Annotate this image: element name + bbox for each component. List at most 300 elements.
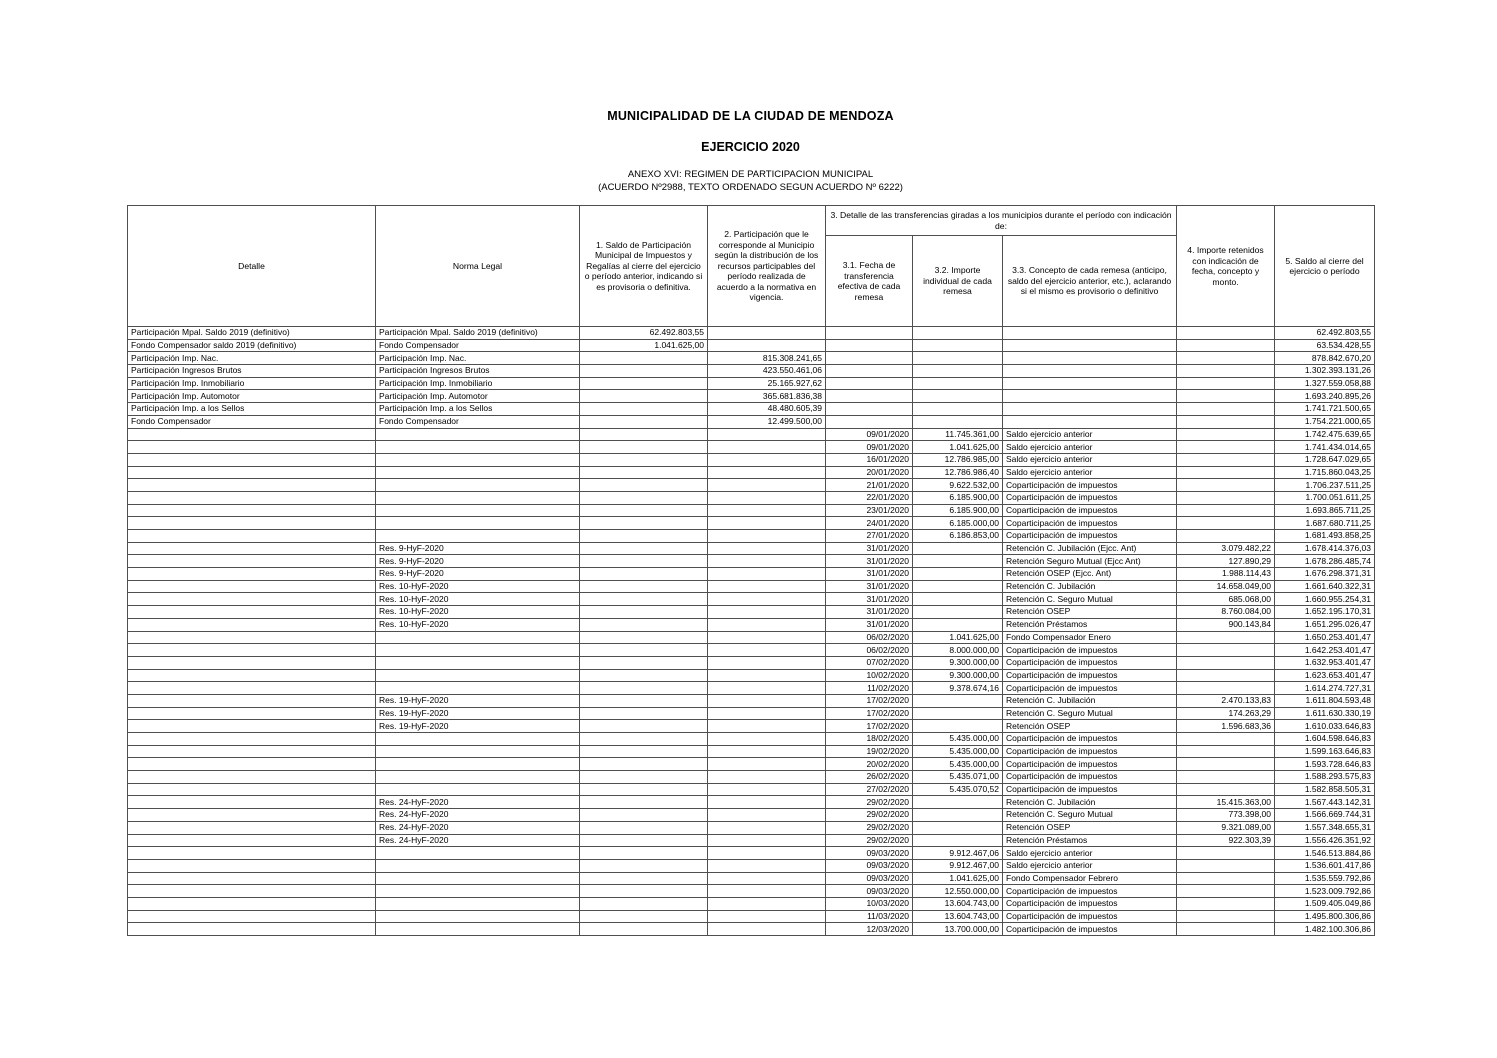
cell-concepto-remesa: Coparticipación de impuestos: [1003, 656, 1177, 669]
cell-norma-legal: [376, 923, 580, 936]
cell-importe-remesa: 1.041.625,00: [913, 872, 1003, 885]
cell-detalle: [128, 542, 376, 555]
cell-saldo-cierre: 1.610.033.646,83: [1275, 720, 1375, 733]
cell-norma-legal: [376, 733, 580, 746]
table-row: [128, 644, 1375, 657]
cell-concepto-remesa: Retención Préstamos: [1003, 834, 1177, 847]
cell-concepto-remesa: Coparticipación de impuestos: [1003, 910, 1177, 923]
cell-fecha-remesa: [826, 390, 913, 403]
cell-saldo-cierre: 1.593.728.646,83: [1275, 758, 1375, 771]
cell-norma-legal: [376, 859, 580, 872]
table-row: [128, 834, 1375, 847]
cell-participacion: 12.499.500,00: [708, 415, 826, 428]
cell-norma-legal: [376, 453, 580, 466]
cell-saldo-anterior: [580, 377, 708, 390]
cell-saldo-anterior: [580, 517, 708, 530]
cell-detalle: [128, 694, 376, 707]
table-row: [128, 428, 1375, 441]
table-row: [128, 809, 1375, 822]
cell-fecha-remesa: 16/01/2020: [826, 453, 913, 466]
cell-importe-remesa: [913, 377, 1003, 390]
table-row: [128, 466, 1375, 479]
cell-norma-legal: Res. 24-HyF-2020: [376, 834, 580, 847]
cell-importe-retenido: 685.068,00: [1177, 593, 1275, 606]
cell-participacion: [708, 847, 826, 860]
cell-fecha-remesa: 19/02/2020: [826, 745, 913, 758]
cell-saldo-anterior: [580, 733, 708, 746]
cell-importe-remesa: 5.435.000,00: [913, 733, 1003, 746]
cell-concepto-remesa: [1003, 352, 1177, 365]
cell-saldo-anterior: [580, 885, 708, 898]
cell-saldo-cierre: 1.676.298.371,31: [1275, 568, 1375, 581]
table-row: [128, 847, 1375, 860]
cell-concepto-remesa: Coparticipación de impuestos: [1003, 669, 1177, 682]
cell-norma-legal: Res. 19-HyF-2020: [376, 720, 580, 733]
document-header: [127, 109, 1374, 194]
cell-saldo-anterior: [580, 428, 708, 441]
cell-concepto-remesa: Retención C. Jubilación (Ejcc. Ant): [1003, 542, 1177, 555]
table-row: [128, 656, 1375, 669]
cell-detalle: Fondo Compensador: [128, 415, 376, 428]
cell-saldo-anterior: [580, 390, 708, 403]
cell-participacion: [708, 618, 826, 631]
cell-saldo-anterior: [580, 352, 708, 365]
cell-fecha-remesa: 27/02/2020: [826, 783, 913, 796]
cell-norma-legal: Res. 10-HyF-2020: [376, 593, 580, 606]
cell-importe-remesa: [913, 339, 1003, 352]
cell-saldo-anterior: [580, 441, 708, 454]
cell-norma-legal: [376, 517, 580, 530]
cell-norma-legal: Res. 19-HyF-2020: [376, 707, 580, 720]
cell-fecha-remesa: 24/01/2020: [826, 517, 913, 530]
cell-concepto-remesa: Coparticipación de impuestos: [1003, 644, 1177, 657]
header-importe-remesa: 3.2. Importe individual de cada remesa: [913, 236, 1003, 327]
cell-importe-retenido: [1177, 390, 1275, 403]
cell-concepto-remesa: Retención Seguro Mutual (Ejcc Ant): [1003, 555, 1177, 568]
cell-saldo-cierre: 1.678.286.485,74: [1275, 555, 1375, 568]
cell-importe-remesa: [913, 834, 1003, 847]
cell-saldo-anterior: [580, 568, 708, 581]
header-saldo-cierre: 5. Saldo al cierre del ejercicio o período: [1275, 206, 1375, 327]
cell-fecha-remesa: 21/01/2020: [826, 479, 913, 492]
cell-fecha-remesa: 09/03/2020: [826, 859, 913, 872]
table-row: [128, 390, 1375, 403]
cell-saldo-anterior: [580, 783, 708, 796]
cell-detalle: [128, 491, 376, 504]
cell-saldo-cierre: 1.567.443.142,31: [1275, 796, 1375, 809]
cell-participacion: [708, 733, 826, 746]
cell-participacion: [708, 479, 826, 492]
cell-saldo-cierre: 1.706.237.511,25: [1275, 479, 1375, 492]
cell-norma-legal: [376, 758, 580, 771]
annex-heading: [127, 169, 1374, 194]
cell-importe-remesa: [913, 403, 1003, 416]
table-row: [128, 352, 1375, 365]
cell-saldo-cierre: 1.536.601.417,86: [1275, 859, 1375, 872]
cell-saldo-anterior: [580, 834, 708, 847]
cell-importe-retenido: [1177, 428, 1275, 441]
cell-participacion: [708, 669, 826, 682]
cell-norma-legal: Res. 10-HyF-2020: [376, 580, 580, 593]
cell-concepto-remesa: Retención OSEP (Ejcc. Ant): [1003, 568, 1177, 581]
cell-participacion: [708, 885, 826, 898]
cell-fecha-remesa: [826, 352, 913, 365]
cell-participacion: [708, 555, 826, 568]
cell-importe-remesa: [913, 580, 1003, 593]
cell-detalle: Participación Mpal. Saldo 2019 (definitivo): [128, 327, 376, 340]
cell-importe-remesa: [913, 365, 1003, 378]
header-fecha-remesa: 3.1. Fecha de transferencia efectiva de cada remesa: [826, 236, 913, 327]
cell-concepto-remesa: Coparticipación de impuestos: [1003, 682, 1177, 695]
cell-importe-remesa: 9.378.674,16: [913, 682, 1003, 695]
cell-saldo-cierre: 1.741.434.014,65: [1275, 441, 1375, 454]
cell-detalle: [128, 530, 376, 543]
cell-importe-retenido: [1177, 758, 1275, 771]
cell-saldo-anterior: [580, 644, 708, 657]
cell-concepto-remesa: Retención C. Seguro Mutual: [1003, 593, 1177, 606]
table-row: [128, 897, 1375, 910]
header-saldo-anterior: 1. Saldo de Participación Municipal de Impuestos y Regalías al cierre del ejercicio o período anterior, indicando si es provisoria o definitiva.: [580, 206, 708, 327]
cell-saldo-cierre: 1.546.513.884,86: [1275, 847, 1375, 860]
cell-detalle: [128, 479, 376, 492]
cell-norma-legal: [376, 885, 580, 898]
cell-saldo-cierre: 1.604.598.646,83: [1275, 733, 1375, 746]
cell-fecha-remesa: 20/01/2020: [826, 466, 913, 479]
cell-saldo-cierre: 1.611.804.593,48: [1275, 694, 1375, 707]
cell-detalle: [128, 796, 376, 809]
cell-importe-retenido: [1177, 441, 1275, 454]
cell-saldo-anterior: [580, 682, 708, 695]
cell-detalle: [128, 910, 376, 923]
cell-importe-remesa: 9.300.000,00: [913, 656, 1003, 669]
table-row: [128, 593, 1375, 606]
cell-norma-legal: [376, 897, 580, 910]
cell-importe-remesa: [913, 821, 1003, 834]
cell-saldo-cierre: 1.582.858.505,31: [1275, 783, 1375, 796]
cell-saldo-anterior: [580, 707, 708, 720]
cell-norma-legal: [376, 491, 580, 504]
cell-concepto-remesa: Retención C. Jubilación: [1003, 580, 1177, 593]
cell-saldo-anterior: [580, 542, 708, 555]
cell-participacion: [708, 758, 826, 771]
cell-fecha-remesa: 29/02/2020: [826, 809, 913, 822]
cell-participacion: [708, 466, 826, 479]
cell-saldo-cierre: 1.728.647.029,65: [1275, 453, 1375, 466]
header-participacion: 2. Participación que le corresponde al Municipio según la distribución de los recursos participables del período realizada de acuerdo a la normativa en vigencia.: [708, 206, 826, 327]
cell-norma-legal: [376, 504, 580, 517]
cell-importe-retenido: [1177, 783, 1275, 796]
table-row: [128, 517, 1375, 530]
cell-participacion: [708, 606, 826, 619]
cell-saldo-cierre: 1.566.669.744,31: [1275, 809, 1375, 822]
cell-concepto-remesa: Saldo ejercicio anterior: [1003, 847, 1177, 860]
cell-fecha-remesa: 09/01/2020: [826, 428, 913, 441]
cell-importe-retenido: 2.470.133,83: [1177, 694, 1275, 707]
cell-importe-remesa: 5.435.070,52: [913, 783, 1003, 796]
cell-saldo-anterior: 1.041.625,00: [580, 339, 708, 352]
cell-importe-retenido: [1177, 403, 1275, 416]
cell-detalle: [128, 859, 376, 872]
cell-concepto-remesa: Coparticipación de impuestos: [1003, 517, 1177, 530]
cell-fecha-remesa: 29/02/2020: [826, 796, 913, 809]
cell-saldo-cierre: 1.557.348.655,31: [1275, 821, 1375, 834]
table-row: [128, 923, 1375, 936]
cell-fecha-remesa: 27/01/2020: [826, 530, 913, 543]
cell-norma-legal: [376, 656, 580, 669]
cell-fecha-remesa: [826, 403, 913, 416]
cell-importe-remesa: [913, 568, 1003, 581]
cell-saldo-cierre: 1.687.680.711,25: [1275, 517, 1375, 530]
cell-importe-retenido: [1177, 517, 1275, 530]
cell-saldo-cierre: 1.611.630.330,19: [1275, 707, 1375, 720]
cell-importe-remesa: [913, 606, 1003, 619]
table-row: [128, 327, 1375, 340]
table-row: [128, 542, 1375, 555]
cell-importe-remesa: [913, 415, 1003, 428]
cell-norma-legal: Participación Imp. Nac.: [376, 352, 580, 365]
cell-saldo-anterior: [580, 923, 708, 936]
cell-participacion: [708, 910, 826, 923]
cell-importe-remesa: [913, 542, 1003, 555]
cell-participacion: [708, 771, 826, 784]
cell-detalle: [128, 847, 376, 860]
cell-importe-retenido: 1.596.683,36: [1177, 720, 1275, 733]
cell-participacion: [708, 694, 826, 707]
cell-detalle: [128, 885, 376, 898]
cell-norma-legal: Participación Ingresos Brutos: [376, 365, 580, 378]
cell-concepto-remesa: [1003, 339, 1177, 352]
cell-concepto-remesa: [1003, 365, 1177, 378]
table-row: [128, 580, 1375, 593]
cell-participacion: [708, 428, 826, 441]
cell-concepto-remesa: Coparticipación de impuestos: [1003, 771, 1177, 784]
header-detalle: Detalle: [128, 206, 376, 327]
cell-importe-remesa: 6.186.853,00: [913, 530, 1003, 543]
cell-norma-legal: Fondo Compensador: [376, 415, 580, 428]
cell-concepto-remesa: Retención OSEP: [1003, 821, 1177, 834]
cell-fecha-remesa: 22/01/2020: [826, 491, 913, 504]
cell-saldo-cierre: 1.741.721.500,65: [1275, 403, 1375, 416]
cell-importe-retenido: 900.143,84: [1177, 618, 1275, 631]
cell-importe-remesa: 6.185.900,00: [913, 491, 1003, 504]
cell-detalle: [128, 656, 376, 669]
cell-importe-retenido: [1177, 644, 1275, 657]
header-transferencias-group: 3. Detalle de las transferencias giradas a los municipios durante el período con indicación de:: [826, 206, 1177, 236]
cell-detalle: [128, 441, 376, 454]
cell-concepto-remesa: Retención C. Jubilación: [1003, 796, 1177, 809]
cell-norma-legal: [376, 479, 580, 492]
cell-concepto-remesa: Coparticipación de impuestos: [1003, 504, 1177, 517]
cell-participacion: [708, 542, 826, 555]
cell-participacion: [708, 656, 826, 669]
table-row: [128, 403, 1375, 416]
cell-saldo-cierre: 1.642.253.401,47: [1275, 644, 1375, 657]
page-subtitle: EJERCICIO 2020: [701, 140, 800, 154]
table-row: [128, 631, 1375, 644]
cell-norma-legal: [376, 644, 580, 657]
table-row: [128, 758, 1375, 771]
cell-saldo-anterior: [580, 606, 708, 619]
cell-saldo-anterior: [580, 593, 708, 606]
cell-saldo-anterior: [580, 453, 708, 466]
cell-fecha-remesa: 23/01/2020: [826, 504, 913, 517]
cell-importe-retenido: [1177, 885, 1275, 898]
cell-importe-retenido: [1177, 745, 1275, 758]
cell-norma-legal: Participación Imp. a los Sellos: [376, 403, 580, 416]
cell-saldo-cierre: 1.588.293.575,83: [1275, 771, 1375, 784]
cell-importe-retenido: [1177, 771, 1275, 784]
cell-participacion: 365.681.836,38: [708, 390, 826, 403]
cell-participacion: [708, 453, 826, 466]
cell-detalle: [128, 504, 376, 517]
table-row: [128, 441, 1375, 454]
cell-detalle: [128, 733, 376, 746]
cell-concepto-remesa: Retención Préstamos: [1003, 618, 1177, 631]
cell-norma-legal: Fondo Compensador: [376, 339, 580, 352]
cell-importe-retenido: [1177, 453, 1275, 466]
cell-importe-retenido: [1177, 530, 1275, 543]
table-body: [128, 327, 1375, 936]
cell-fecha-remesa: 10/03/2020: [826, 897, 913, 910]
cell-fecha-remesa: 29/02/2020: [826, 834, 913, 847]
cell-saldo-anterior: [580, 555, 708, 568]
cell-concepto-remesa: Saldo ejercicio anterior: [1003, 466, 1177, 479]
table-row: [128, 479, 1375, 492]
cell-saldo-cierre: 1.652.195.170,31: [1275, 606, 1375, 619]
cell-participacion: [708, 593, 826, 606]
cell-importe-remesa: 1.041.625,00: [913, 441, 1003, 454]
cell-participacion: [708, 796, 826, 809]
cell-importe-remesa: [913, 555, 1003, 568]
cell-detalle: [128, 593, 376, 606]
cell-importe-retenido: [1177, 656, 1275, 669]
cell-fecha-remesa: 31/01/2020: [826, 555, 913, 568]
cell-detalle: [128, 720, 376, 733]
cell-saldo-anterior: [580, 872, 708, 885]
cell-detalle: [128, 834, 376, 847]
cell-importe-retenido: [1177, 339, 1275, 352]
cell-concepto-remesa: [1003, 403, 1177, 416]
cell-saldo-anterior: [580, 365, 708, 378]
cell-saldo-cierre: 1.742.475.639,65: [1275, 428, 1375, 441]
cell-concepto-remesa: Retención C. Seguro Mutual: [1003, 707, 1177, 720]
participation-table: [127, 205, 1375, 936]
cell-fecha-remesa: 17/02/2020: [826, 720, 913, 733]
cell-norma-legal: [376, 872, 580, 885]
cell-saldo-cierre: 1.614.274.727,31: [1275, 682, 1375, 695]
cell-detalle: [128, 568, 376, 581]
table-row: [128, 377, 1375, 390]
cell-participacion: [708, 682, 826, 695]
cell-saldo-anterior: [580, 694, 708, 707]
cell-importe-retenido: [1177, 479, 1275, 492]
header-norma-legal: Norma Legal: [376, 206, 580, 327]
cell-fecha-remesa: 17/02/2020: [826, 707, 913, 720]
cell-importe-retenido: [1177, 415, 1275, 428]
cell-importe-remesa: [913, 720, 1003, 733]
cell-saldo-anterior: [580, 897, 708, 910]
cell-norma-legal: Res. 9-HyF-2020: [376, 568, 580, 581]
table-row: [128, 606, 1375, 619]
cell-importe-retenido: 773.398,00: [1177, 809, 1275, 822]
cell-detalle: [128, 466, 376, 479]
table-row: [128, 530, 1375, 543]
cell-fecha-remesa: 09/01/2020: [826, 441, 913, 454]
cell-saldo-cierre: 1.651.295.026,47: [1275, 618, 1375, 631]
cell-concepto-remesa: Retención OSEP: [1003, 606, 1177, 619]
cell-importe-retenido: [1177, 504, 1275, 517]
cell-saldo-cierre: 878.842.670,20: [1275, 352, 1375, 365]
header-importe-retenidos: 4. Importe retenidos con indicación de fecha, concepto y monto.: [1177, 206, 1275, 327]
cell-saldo-anterior: [580, 580, 708, 593]
cell-saldo-anterior: [580, 847, 708, 860]
cell-participacion: [708, 821, 826, 834]
cell-norma-legal: Res. 9-HyF-2020: [376, 555, 580, 568]
table-row: [128, 415, 1375, 428]
cell-concepto-remesa: Coparticipación de impuestos: [1003, 885, 1177, 898]
table-row: [128, 859, 1375, 872]
table-row: [128, 618, 1375, 631]
cell-participacion: [708, 339, 826, 352]
cell-fecha-remesa: 18/02/2020: [826, 733, 913, 746]
cell-norma-legal: Res. 24-HyF-2020: [376, 809, 580, 822]
cell-concepto-remesa: Coparticipación de impuestos: [1003, 479, 1177, 492]
cell-detalle: [128, 606, 376, 619]
cell-importe-remesa: 13.604.743,00: [913, 910, 1003, 923]
cell-norma-legal: Res. 9-HyF-2020: [376, 542, 580, 555]
cell-norma-legal: [376, 441, 580, 454]
cell-detalle: Fondo Compensador saldo 2019 (definitivo): [128, 339, 376, 352]
cell-importe-retenido: [1177, 910, 1275, 923]
cell-importe-retenido: [1177, 365, 1275, 378]
cell-concepto-remesa: Saldo ejercicio anterior: [1003, 428, 1177, 441]
cell-saldo-cierre: 1.556.426.351,92: [1275, 834, 1375, 847]
annex-line-1: ANEXO XVI: REGIMEN DE PARTICIPACION MUNICIPAL: [627, 169, 874, 180]
cell-importe-retenido: [1177, 491, 1275, 504]
cell-participacion: [708, 441, 826, 454]
cell-saldo-anterior: [580, 758, 708, 771]
cell-concepto-remesa: [1003, 390, 1177, 403]
table-row: [128, 555, 1375, 568]
cell-saldo-cierre: 63.534.428,55: [1275, 339, 1375, 352]
cell-detalle: Participación Imp. a los Sellos: [128, 403, 376, 416]
cell-detalle: [128, 618, 376, 631]
cell-saldo-anterior: [580, 821, 708, 834]
cell-importe-remesa: [913, 694, 1003, 707]
cell-concepto-remesa: Retención OSEP: [1003, 720, 1177, 733]
cell-participacion: [708, 783, 826, 796]
cell-importe-retenido: 9.321.089,00: [1177, 821, 1275, 834]
cell-norma-legal: Res. 24-HyF-2020: [376, 796, 580, 809]
cell-fecha-remesa: [826, 327, 913, 340]
cell-importe-remesa: [913, 618, 1003, 631]
cell-saldo-cierre: 1.523.009.792,86: [1275, 885, 1375, 898]
cell-fecha-remesa: 07/02/2020: [826, 656, 913, 669]
cell-importe-retenido: [1177, 682, 1275, 695]
cell-importe-remesa: 1.041.625,00: [913, 631, 1003, 644]
cell-participacion: [708, 809, 826, 822]
cell-participacion: [708, 644, 826, 657]
cell-fecha-remesa: 09/03/2020: [826, 847, 913, 860]
cell-importe-remesa: [913, 809, 1003, 822]
cell-participacion: [708, 707, 826, 720]
cell-detalle: [128, 821, 376, 834]
cell-saldo-anterior: [580, 403, 708, 416]
cell-detalle: Participación Imp. Nac.: [128, 352, 376, 365]
cell-norma-legal: [376, 771, 580, 784]
cell-importe-retenido: [1177, 847, 1275, 860]
cell-saldo-cierre: 1.327.559.058,88: [1275, 377, 1375, 390]
